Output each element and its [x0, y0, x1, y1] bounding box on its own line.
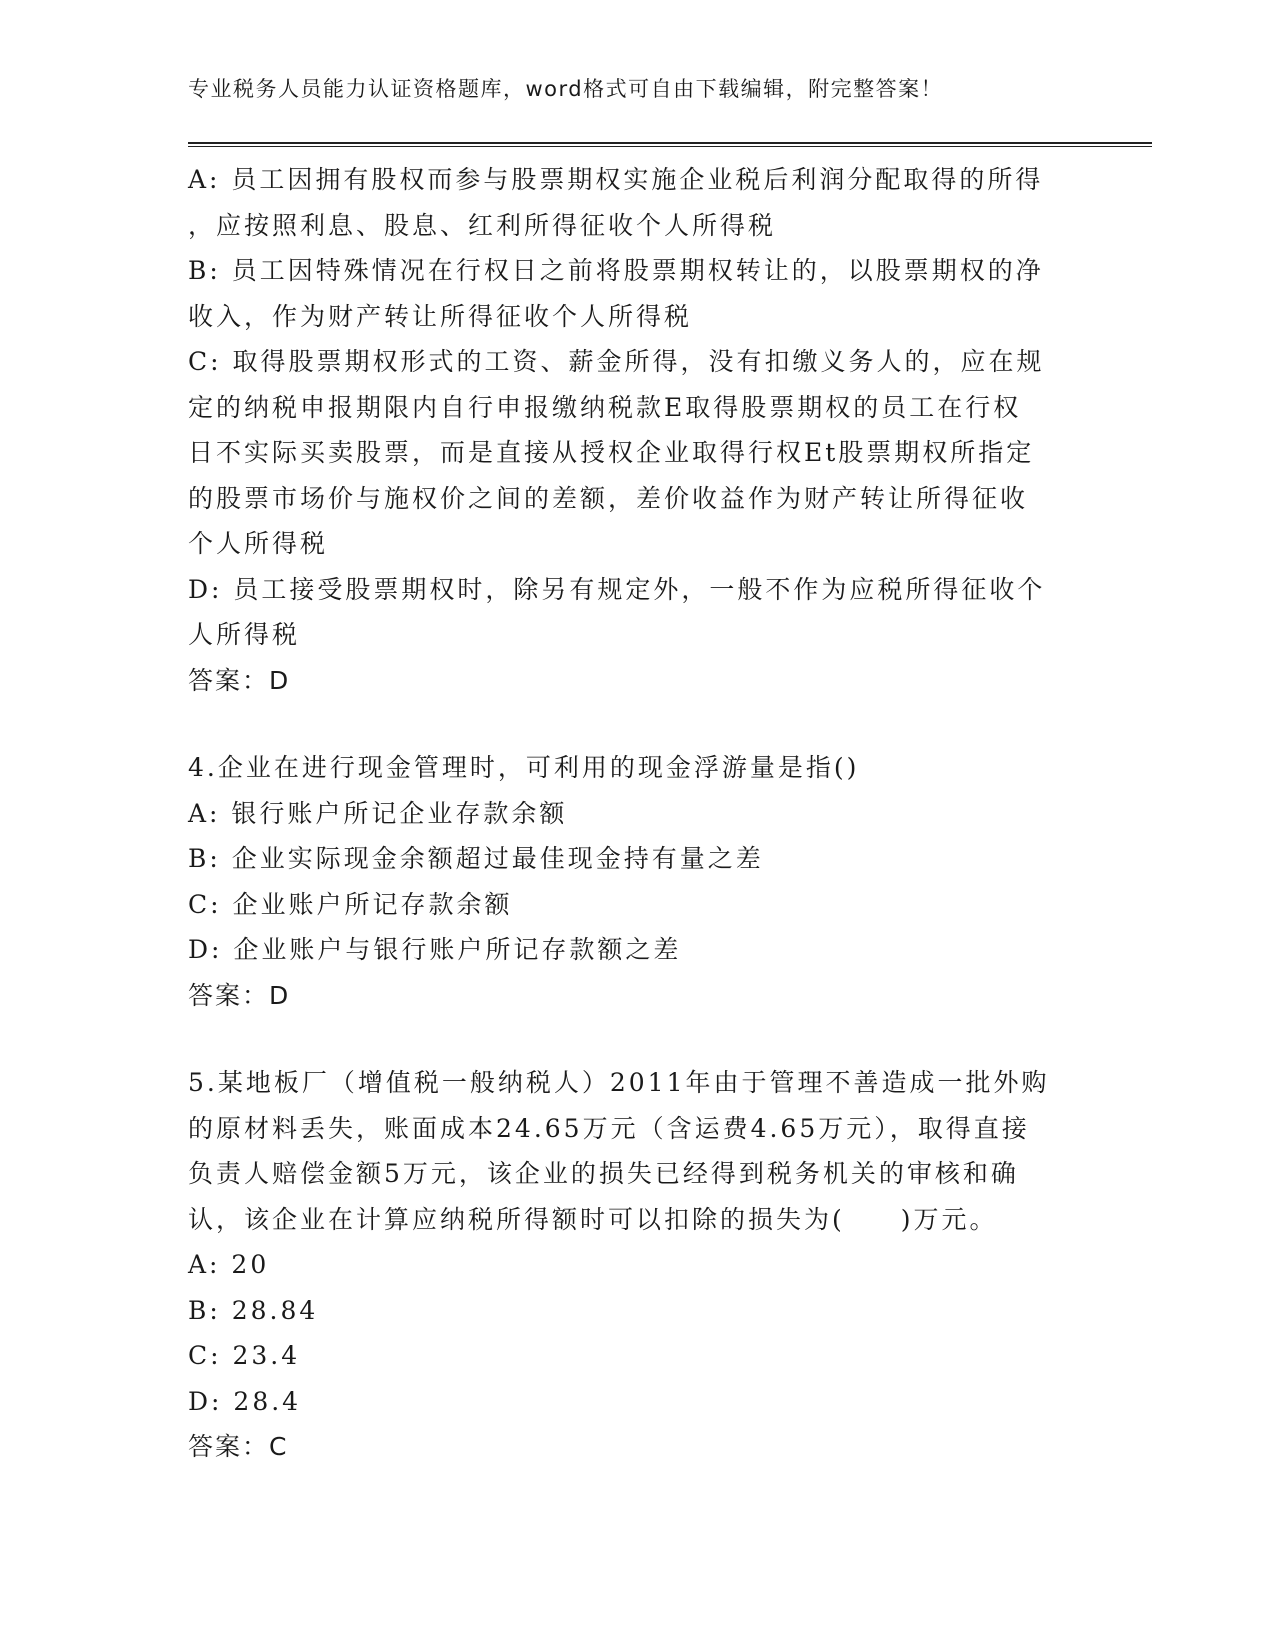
answer-label: 答案：C — [188, 1432, 289, 1461]
document-body — [188, 157, 1088, 1470]
option-b: B: 企业实际现金余额超过最佳现金持有量之差 — [188, 844, 764, 873]
header-divider — [188, 142, 1152, 147]
option-a: A: 银行账户所记企业存款余额 — [188, 798, 568, 828]
option-line: C: 取得股票期权形式的工资、薪金所得，没有扣缴义务人的，应在规 — [188, 347, 1045, 376]
option-c: C: 企业账户所记存款余额 — [188, 889, 513, 919]
option-line: B: 员工因特殊情况在行权日之前将股票期权转让的，以股票期权的净 — [188, 256, 1044, 285]
page-header: 专业税务人员能力认证资格题库，word格式可自由下载编辑，附完整答案！ — [188, 77, 944, 101]
question-stem: 认，该企业在计算应纳税所得额时可以扣除的损失为( )万元。 — [188, 1204, 998, 1234]
option-line: 的股票市场价与施权价之间的差额，差价收益作为财产转让所得征收 — [188, 483, 1029, 513]
question-5 — [188, 1060, 1088, 1470]
option-b — [188, 248, 1088, 339]
option-line: 收入，作为财产转让所得征收个人所得税 — [188, 301, 693, 331]
question-4 — [188, 745, 1088, 1018]
question-stem: 4.企业在进行现金管理时，可利用的现金浮游量是指() — [188, 753, 860, 782]
option-a — [188, 157, 1088, 248]
spacer — [188, 703, 1088, 745]
question-3 — [188, 157, 1088, 703]
option-line: A: 员工因拥有股权而参与股票期权实施企业税后利润分配取得的所得 — [188, 165, 1044, 194]
option-line: 人所得税 — [188, 620, 301, 649]
option-a: A: 20 — [188, 1250, 270, 1279]
option-d — [188, 567, 1088, 658]
question-stem: 负责人赔偿金额5万元，该企业的损失已经得到税务机关的审核和确 — [188, 1159, 1019, 1188]
option-line: 日不实际买卖股票，而是直接从授权企业取得行权Et股票期权所指定 — [188, 438, 1035, 467]
option-line: ，应按照利息、股息、红利所得征收个人所得税 — [188, 210, 777, 240]
option-line: D: 员工接受股票期权时，除另有规定外，一般不作为应税所得征收个 — [188, 574, 1046, 604]
option-c: C: 23.4 — [188, 1341, 301, 1370]
option-d: D: 企业账户与银行账户所记存款额之差 — [188, 935, 682, 964]
option-line: 定的纳税申报期限内自行申报缴纳税款E取得股票期权的员工在行权 — [188, 392, 1022, 422]
spacer — [188, 1018, 1088, 1060]
question-stem: 5.某地板厂（增值税一般纳税人）2011年由于管理不善造成一批外购 — [188, 1068, 1050, 1097]
option-b: B: 28.84 — [188, 1295, 319, 1325]
question-stem: 的原材料丢失，账面成本24.65万元（含运费4.65万元），取得直接 — [188, 1113, 1030, 1143]
option-d: D: 28.4 — [188, 1386, 302, 1416]
option-line: 个人所得税 — [188, 529, 329, 558]
answer-label: 答案：D — [188, 980, 291, 1010]
option-c — [188, 339, 1088, 567]
answer-label: 答案：D — [188, 665, 291, 695]
